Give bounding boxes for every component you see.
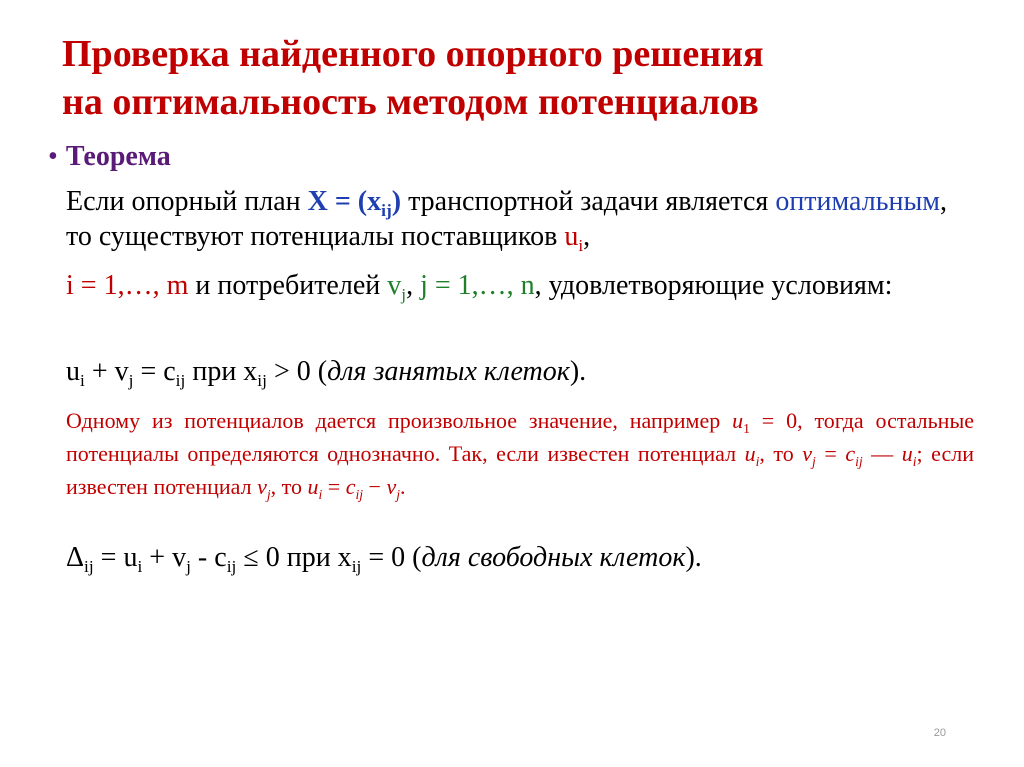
sub: i [912, 453, 917, 469]
sub: j [128, 371, 134, 391]
condition-occupied [66, 354, 966, 389]
sub: ij [351, 557, 362, 577]
text-fragment: при x [185, 356, 258, 387]
math-var: u [744, 441, 756, 466]
text-fragment: Одному из потенциалов дается произвольное значение, например [66, 408, 733, 433]
page-number: 20 [933, 727, 946, 739]
text-fragment: > 0 ( [266, 356, 328, 387]
text-fragment: ≤ 0 при x [236, 542, 352, 573]
text-fragment: = [322, 474, 346, 499]
sub: j [266, 486, 271, 502]
text-fragment: − [363, 474, 387, 499]
text-fragment: + v [84, 356, 129, 387]
text-fragment: + v [142, 542, 187, 573]
theorem-heading: Теорема [65, 141, 171, 172]
math-var: v [257, 474, 267, 499]
slide-title [62, 30, 992, 126]
plan-x-sub: ij [381, 201, 392, 221]
math-var: v [802, 441, 813, 466]
text-fragment: Если опорный план [66, 186, 308, 217]
theorem-bullet [48, 141, 171, 173]
text-fragment: u [66, 356, 80, 387]
potential-note [66, 404, 974, 503]
title-line-2: на оптимальность методом потенциалов [62, 81, 759, 123]
math-var: u [901, 441, 913, 466]
v-sub: j [401, 285, 407, 305]
consumer-range: j = 1,…, n [413, 270, 535, 301]
sub: ij [257, 371, 267, 391]
u-sub: i [578, 236, 584, 256]
sub: ij [84, 557, 94, 577]
sub: ij [175, 371, 186, 391]
optimal-word: оптимальным [775, 186, 940, 217]
theorem-paragraph-1 [66, 184, 966, 254]
text-fragment: = c [133, 356, 176, 387]
plan-x [307, 186, 402, 221]
text-fragment: , то [759, 441, 803, 466]
sub: i [318, 486, 323, 502]
sub: 1 [743, 420, 750, 436]
math-var: c [345, 474, 356, 499]
text-fragment: , [406, 270, 414, 301]
text-fragment: , [583, 221, 591, 252]
text-fragment: транспортной задачи является [401, 186, 776, 217]
sub: j [396, 486, 401, 502]
condition-free [66, 540, 966, 575]
text-fragment: = 0, тогда остальные потенциалы определяются однозначно. Так, если известен потенциал [66, 408, 975, 466]
text-fragment: . [400, 474, 406, 499]
sub: j [186, 557, 191, 577]
text-fragment: ). [569, 356, 587, 387]
text-fragment: , удовлетворяющие условиям: [534, 270, 893, 301]
text-fragment: = u [93, 542, 138, 573]
text-fragment: , то [270, 474, 308, 499]
math-var: v [386, 474, 397, 499]
bullet-marker: • [48, 141, 58, 172]
math-var: u [307, 474, 319, 499]
theorem-paragraph-2 [66, 268, 966, 303]
sub: ij [355, 486, 364, 502]
math-var: c [845, 441, 856, 466]
text-fragment: = 0 ( [361, 542, 422, 573]
sub: j [812, 453, 816, 469]
text-fragment: = [815, 441, 846, 466]
supplier-range: i = 1,…, m [66, 270, 189, 301]
occupied-cells-text: для занятых клеток [327, 356, 570, 387]
delta-symbol: Δ [66, 542, 85, 573]
plan-x-main: X = (x [307, 186, 382, 217]
v-letter: v [387, 270, 402, 301]
text-fragment: - c [190, 542, 227, 573]
text-fragment: ). [685, 542, 702, 573]
free-cells-text: для свободных клеток [421, 542, 686, 573]
consumer-potential [387, 270, 407, 305]
sub: i [755, 453, 760, 469]
math-var: u [732, 408, 744, 433]
title-line-1: Проверка найденного опорного решения [62, 33, 764, 75]
sub: i [137, 557, 143, 577]
text-fragment: и потребителей [188, 270, 388, 301]
u-letter: u [564, 221, 579, 252]
sub: i [80, 371, 85, 391]
text-fragment: — [862, 441, 902, 466]
text-fragment: ; если известен потенциал [66, 441, 974, 499]
sub: ij [855, 453, 863, 469]
text-fragment: , то существуют потенциалы поставщиков [66, 186, 947, 252]
sub: ij [226, 557, 237, 577]
plan-x-close: ) [391, 186, 402, 217]
supplier-potential [564, 221, 584, 256]
